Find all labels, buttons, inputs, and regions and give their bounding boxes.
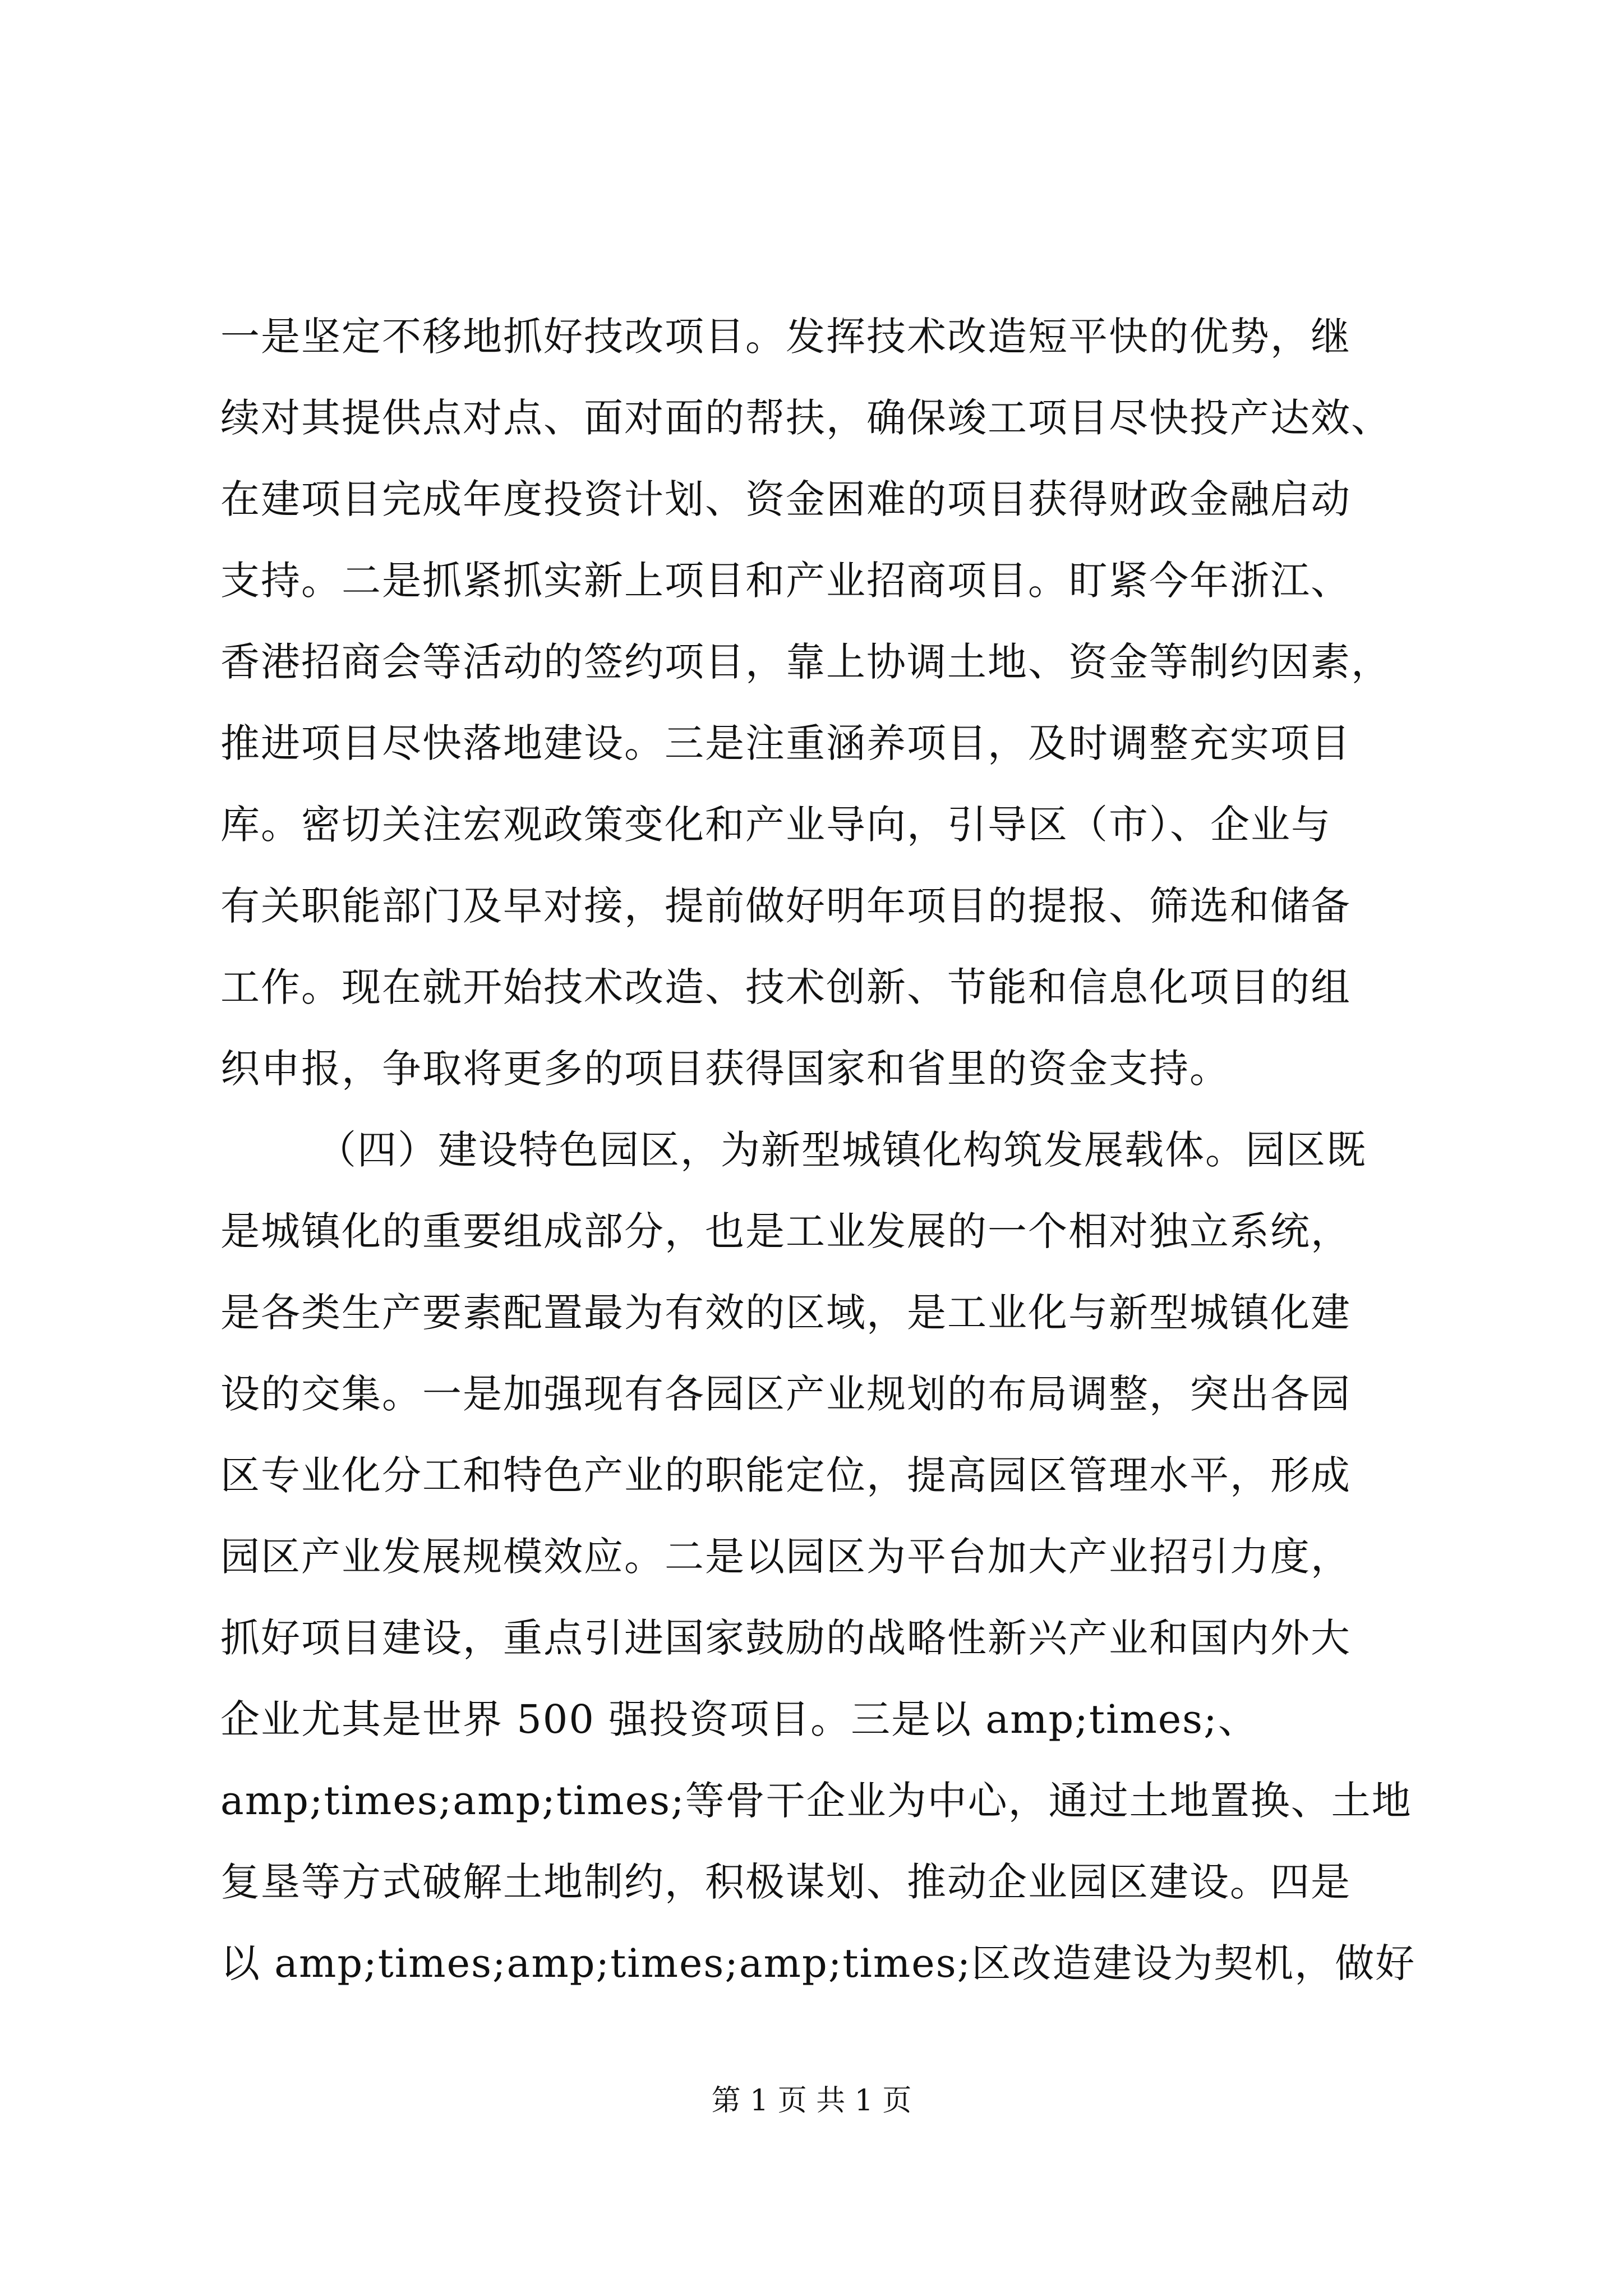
text-line: 以 amp;times;amp;times;amp;times;区改造建设为契机，做好	[220, 1940, 1416, 1986]
text-line: 区专业化分工和特色产业的职能定位，提高园区管理水平，形成	[220, 1452, 1351, 1498]
text-line: 是各类生产要素配置最为有效的区域，是工业化与新型城镇化建	[220, 1290, 1351, 1336]
text-line: 抓好项目建设，重点引进国家鼓励的战略性新兴产业和国内外大	[220, 1615, 1351, 1661]
paragraph-heading-line: （四）建设特色园区，为新型城镇化构筑发展载体。园区既	[317, 1127, 1367, 1173]
page-footer: 第 1 页 共 1 页	[711, 2084, 912, 2118]
text-line: 是城镇化的重要组成部分，也是工业发展的一个相对独立系统，	[220, 1208, 1351, 1254]
text-line: 在建项目完成年度投资计划、资金困难的项目获得财政金融启动	[220, 476, 1351, 522]
text-line: 一是坚定不移地抓好技改项目。发挥技术改造短平快的优势，继	[220, 314, 1351, 360]
text-line: 工作。现在就开始技术改造、技术创新、节能和信息化项目的组	[220, 964, 1351, 1010]
text-line: 库。密切关注宏观政策变化和产业导向，引导区（市）、企业与	[220, 802, 1331, 848]
text-line: 续对其提供点对点、面对面的帮扶，确保竣工项目尽快投产达效、	[220, 395, 1391, 441]
text-line: 有关职能部门及早对接，提前做好明年项目的提报、筛选和储备	[220, 883, 1351, 929]
text-line: 推进项目尽快落地建设。三是注重涵养项目，及时调整充实项目	[220, 720, 1351, 766]
text-line: amp;times;amp;times;等骨干企业为中心，通过土地置换、土地	[220, 1778, 1412, 1824]
text-line: 园区产业发展规模效应。二是以园区为平台加大产业招引力度，	[220, 1534, 1351, 1580]
text-line: 企业尤其是世界 500 强投资项目。三是以 amp;times;、	[220, 1696, 1258, 1742]
text-line: 支持。二是抓紧抓实新上项目和产业招商项目。盯紧今年浙江、	[220, 558, 1351, 604]
text-line: 设的交集。一是加强现有各园区产业规划的布局调整，突出各园	[220, 1371, 1351, 1417]
text-line: 复垦等方式破解土地制约，积极谋划、推动企业园区建设。四是	[220, 1859, 1351, 1905]
text-line: 香港招商会等活动的签约项目，靠上协调土地、资金等制约因素，	[220, 639, 1391, 685]
text-line: 织申报，争取将更多的项目获得国家和省里的资金支持。	[220, 1046, 1230, 1092]
